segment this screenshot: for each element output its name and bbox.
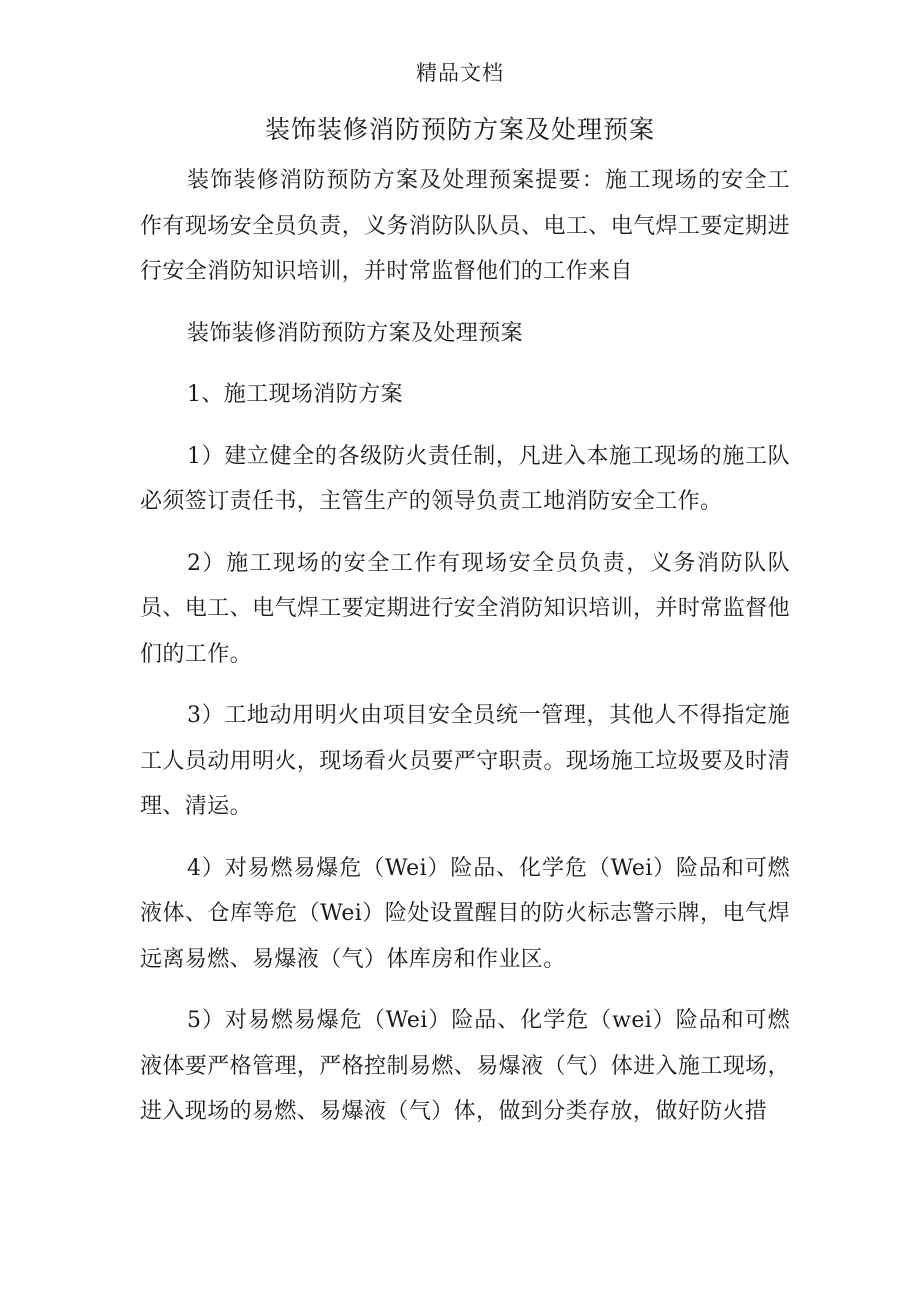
item-3-paragraph: 3）工地动用明火由项目安全员统一管理，其他人不得指定施工人员动用明火，现场看火员要严守职责。现场施工垃圾要及时清理、清运。 — [140, 703, 790, 819]
document-body — [140, 158, 790, 1151]
item-1-paragraph: 1）建立健全的各级防火责任制，凡进入本施工现场的施工队必须签订责任书，主管生产的领导负责工地消防安全工作。 — [140, 443, 790, 514]
document-title: 装饰装修消防预防方案及处理预案 — [264, 115, 655, 144]
item-2-paragraph: 2）施工现场的安全工作有现场安全员负责，义务消防队队员、电工、电气焊工要定期进行安全消防知识培训，并时常监督他们的工作。 — [140, 550, 790, 667]
section-heading: 1、施工现场消防方案 — [187, 382, 403, 407]
item-4-paragraph: 4）对易燃易爆危（Wei）险品、化学危（Wei）险品和可燃液体、仓库等危（Wei）险处设置醒目的防火标志警示牌，电气焊远离易燃、易爆液（气）体库房和作业区。 — [140, 855, 790, 972]
page-header: 精品文档 — [416, 61, 504, 85]
summary-paragraph: 装饰装修消防预防方案及处理预案提要：施工现场的安全工作有现场安全员负责，义务消防队队员、电工、电气焊工要定期进行安全消防知识培训，并时常监督他们的工作来自 — [140, 168, 790, 284]
subtitle-paragraph: 装饰装修消防预防方案及处理预案 — [187, 320, 524, 346]
item-5-paragraph: 5）对易燃易爆危（Wei）险品、化学危（wei）险品和可燃液体要严格管理，严格控制易燃、易爆液（气）体进入施工现场，进入现场的易燃、易爆液（气）体，做到分类存放，做好防火措 — [140, 1008, 790, 1124]
